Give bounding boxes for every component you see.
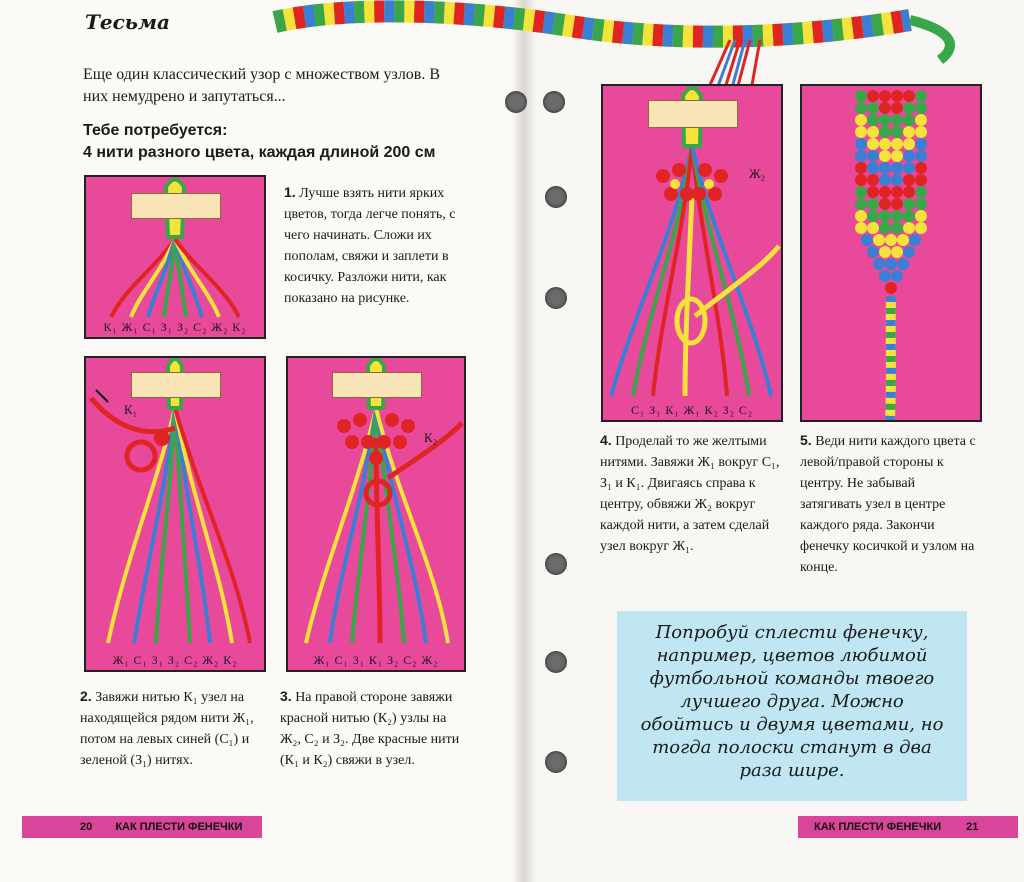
bead [879, 270, 891, 282]
bead [879, 210, 891, 222]
bead [903, 150, 915, 162]
thread-marker: Ж₂ [749, 166, 766, 181]
bead [909, 234, 921, 246]
footer-label: КАК ПЛЕСТИ ФЕНЕЧКИ [814, 821, 942, 833]
bead [891, 150, 903, 162]
bead [891, 90, 903, 102]
bead [855, 210, 867, 222]
bead [855, 138, 867, 150]
bead [915, 198, 927, 210]
bead [879, 198, 891, 210]
tape-strip [131, 372, 221, 398]
bead [855, 162, 867, 174]
bead [885, 234, 897, 246]
bead [903, 126, 915, 138]
thread-labels: С₁ З₁ К₁ Ж₁ К₂ З₂ С₂ [630, 403, 754, 417]
bead [891, 138, 903, 150]
step-number: 3. [280, 688, 292, 704]
bead [867, 138, 879, 150]
bead [855, 186, 867, 198]
materials-heading [83, 120, 436, 164]
bead [867, 174, 879, 186]
thread-labels: Ж₁ С₁ З₁ З₂ С₂ Ж₂ К₂ [112, 653, 238, 667]
step-number: 4. [600, 432, 612, 448]
threads-illustration [288, 358, 464, 670]
figure-step-4 [601, 84, 783, 422]
bead [861, 234, 873, 246]
tip-text: Попробуй сплести фенечку, например, цветов любимой футбольной команды твоего лучшего друга. Можно обойтись и двумя цветами, но тогда полоски станут в два раза шире. [640, 622, 944, 781]
bead [879, 90, 891, 102]
bead [903, 246, 915, 258]
tip-callout [617, 611, 967, 801]
bead [903, 210, 915, 222]
bead [873, 234, 885, 246]
bead [915, 126, 927, 138]
bead [867, 198, 879, 210]
bead [903, 114, 915, 126]
step-3-text [280, 686, 465, 771]
bead [879, 150, 891, 162]
bead [903, 222, 915, 234]
right-footer-bar [798, 816, 1018, 838]
bead [879, 126, 891, 138]
footer-label: КАК ПЛЕСТИ ФЕНЕЧКИ [115, 821, 243, 833]
bead [867, 126, 879, 138]
bead [897, 258, 909, 270]
binder-hole [545, 553, 567, 575]
bead [873, 258, 885, 270]
bead [915, 114, 927, 126]
bead [867, 102, 879, 114]
bead [903, 138, 915, 150]
bead [891, 198, 903, 210]
tape-strip [648, 100, 738, 128]
step-body: Лучше взять нити ярких цветов, тогда легче понять, с чего начинать. Сложи их пополам, свяжи и заплети в косичку. Разложи нити, как показано на рисунке. [284, 186, 456, 306]
bead [867, 150, 879, 162]
bead [891, 174, 903, 186]
bead [915, 138, 927, 150]
bead [879, 162, 891, 174]
page-title: Тесьма [85, 10, 170, 34]
binder-hole [543, 91, 565, 113]
bead [915, 222, 927, 234]
bead [903, 198, 915, 210]
bead [915, 150, 927, 162]
bead [891, 126, 903, 138]
binder-hole [545, 186, 567, 208]
materials-text: 4 нити разного цвета, каждая длиной 200 см [83, 144, 436, 161]
threads-illustration [86, 358, 264, 670]
bead [879, 246, 891, 258]
bead [855, 174, 867, 186]
bead [867, 114, 879, 126]
bead [891, 102, 903, 114]
bead [903, 102, 915, 114]
bead [891, 270, 903, 282]
bead [891, 162, 903, 174]
bead [855, 102, 867, 114]
threads-illustration [603, 86, 781, 420]
thread-labels: Ж₁ С₁ З₁ К₁ З₂ С₂ Ж₂ [313, 653, 439, 667]
bead [915, 90, 927, 102]
bead [891, 186, 903, 198]
bead [885, 282, 897, 294]
bead [879, 222, 891, 234]
thread-marker: К₁ [124, 402, 138, 417]
binder-hole [505, 91, 527, 113]
left-footer-bar [22, 816, 262, 838]
bead [867, 90, 879, 102]
intro-text: Еще один классический узор с множеством узлов. В них немудрено и запутаться... [83, 66, 441, 105]
book-gutter [512, 0, 536, 882]
bead [879, 174, 891, 186]
bead [915, 102, 927, 114]
bead [879, 138, 891, 150]
thread-labels: К₁ Ж₁ С₁ З₁ З₂ С₂ Ж₂ К₂ [103, 320, 247, 334]
bead [915, 162, 927, 174]
step-number: 2. [80, 688, 92, 704]
binder-hole [545, 751, 567, 773]
bead [903, 90, 915, 102]
step-2-text [80, 686, 260, 771]
step-number: 5. [800, 432, 812, 448]
bead [879, 186, 891, 198]
figure-step-3 [286, 356, 466, 672]
bead [855, 150, 867, 162]
step-1-text [284, 182, 462, 309]
bead [885, 258, 897, 270]
bead [915, 174, 927, 186]
bead [897, 234, 909, 246]
figure-step-5 [800, 84, 982, 422]
bead [855, 114, 867, 126]
tape-strip [332, 372, 422, 398]
bead [891, 222, 903, 234]
tape-strip [131, 193, 221, 219]
bead [867, 210, 879, 222]
page-number: 21 [966, 821, 979, 833]
bead [879, 102, 891, 114]
materials-title: Тебе потребуется: [83, 122, 228, 139]
bead [891, 246, 903, 258]
bead [915, 210, 927, 222]
bead [891, 210, 903, 222]
figure-step-1 [84, 175, 266, 339]
bead [867, 246, 879, 258]
step-body: Веди нити каждого цвета с левой/правой стороны к центру. Не забывай затягивать узел в центре каждого ряда. Закончи фенечку косичкой и узлом на конце. [800, 434, 976, 575]
bead [891, 114, 903, 126]
bead [867, 222, 879, 234]
bead [855, 198, 867, 210]
bead [879, 114, 891, 126]
bead [903, 162, 915, 174]
bracelet-pattern-illustration [802, 86, 980, 420]
binder-hole [545, 287, 567, 309]
page-number: 20 [80, 821, 93, 833]
binder-hole [545, 651, 567, 673]
step-5-text [800, 430, 980, 578]
bead [867, 186, 879, 198]
bead [915, 186, 927, 198]
bead [903, 174, 915, 186]
step-body: Завяжи нитью К₁ узел на находящейся рядом нити Ж₁, потом на левых синей (С₁) и зеленой (З₁) нитях. [80, 690, 254, 768]
step-body: На правой стороне завяжи красной нитью (К₂) узлы на Ж₂, С₂ и З₂. Две красные нити (К₁ и К₂) свяжи в узел. [280, 690, 460, 768]
bead [855, 222, 867, 234]
figure-step-2 [84, 356, 266, 672]
thread-marker: К₂ [424, 430, 438, 445]
bead [855, 126, 867, 138]
step-body: Проделай то же желтыми нитями. Завяжи Ж₁ вокруг С₁, З₁ и К₁. Двигаясь справа к центру, обвяжи Ж₂ вокруг каждой нити, а затем сделай узел вокруг Ж₁. [600, 434, 780, 554]
step-number: 1. [284, 184, 296, 200]
bead [855, 90, 867, 102]
bead [867, 162, 879, 174]
step-4-text [600, 430, 782, 557]
bead [903, 186, 915, 198]
